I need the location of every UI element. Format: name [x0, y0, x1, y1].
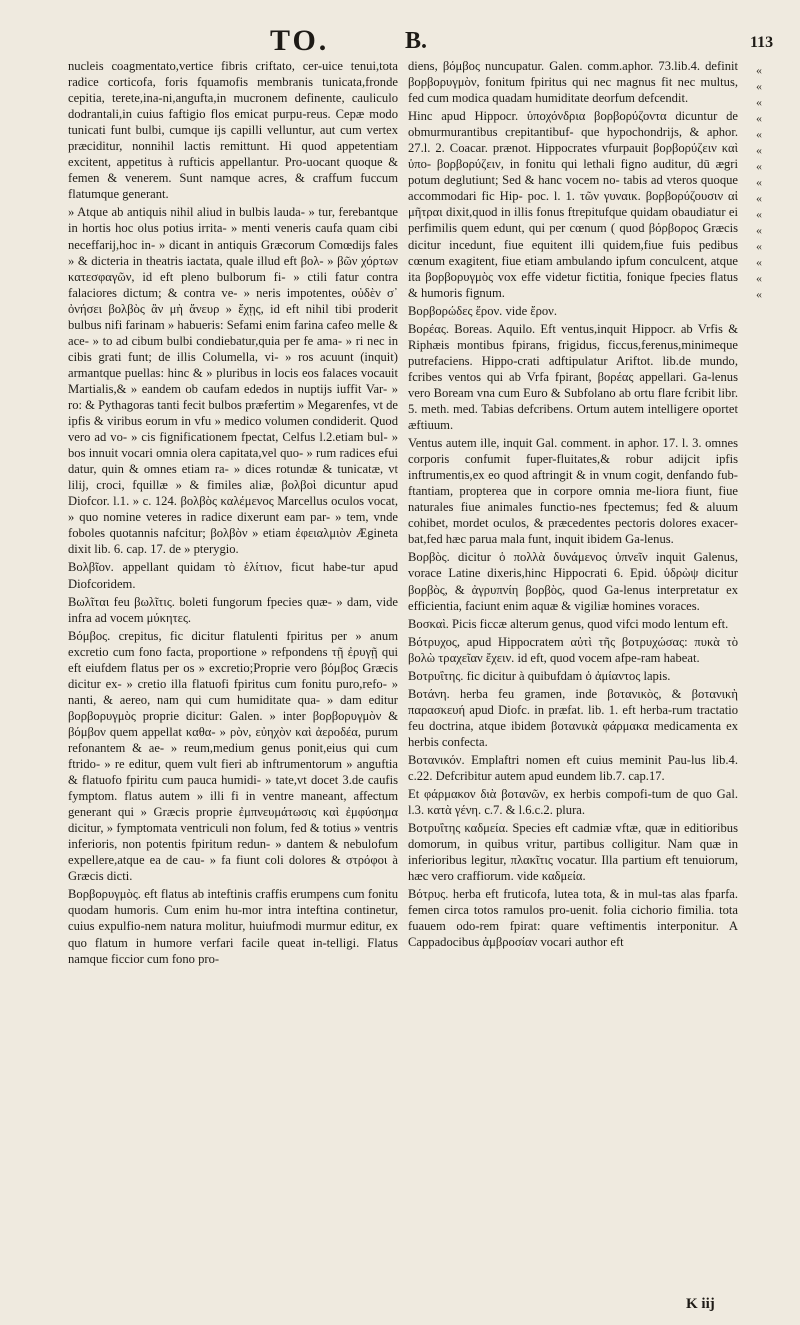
entry-paragraph: Βότρυς. herba eft fruticofa, lutea tota, & in mul-tas alas fparfa. femen circa totos ramulos pro-uenit. folia cichorio fimilia. tota fuauem odo-rem fpirat: quare veftimentis interponitur. A Cappadocibus ἀμβροσίαν vocari author eft: [408, 887, 738, 950]
entry-paragraph: Βοτανικόν. Emplaftri nomen eft cuius meminit Pau-lus lib.4. c.22. Defcribitur autem apud eundem lib.7. cap.17.: [408, 752, 738, 784]
left-column: [68, 58, 398, 1118]
entry-paragraph: Βόμβος. crepitus, fic dicitur flatulenti fpiritus per » anum excretio cum fono facta, proportione » refpondens τῇ ἐρυγῇ qui eft eiufdem flatus per os » excretio;Proprie vero βόμβος Græcis dicitur ex- » cretio illa flatuofi fpiritus cum fonitu puro,refo- » nanti, & aereo, nam qui cum humiditate qua- » dam editur βορβορυγμὸς proprie dicitur: Galen. » inter βορβορυγμὸν & βόμβον quem appellat καθα- » ρὸν, εὐηχὸν καὶ ἀεροδέα, purum refonantem & ae- » reum,medium genus ponit,eius qui cum ftrido- » re editur, quem vult fieri ab inftrumentorum » anguftia & flatuofo fpiritu cum pauca humidi- » tate,vt docet 3.de caufis fymptom. flatus autem » illi fi in ventre maneant, affectum generant qui » Græcis proprie ἐμπνευμάτωσις καὶ ἐμφύσημα dicitur, » fymptomata ventriculi non folum, fed & totius » ventris inferioris, non potentis fpiritum redun- » dantem & nebulofum expellere,atque ea de cau- » fa fiunt coli dolores & στρόφοι à Græcis dicti.: [68, 628, 398, 884]
entry-paragraph: Βοσκαὶ. Picis ficcæ alterum genus, quod vifci modo lentum eft.: [408, 616, 729, 631]
page-header: [0, 22, 800, 58]
entry-paragraph: Βοτρυΐτης καδμεία. Species eft cadmiæ vftæ, quæ in editioribus domorum, in quibus vritur, partibus colligitur. Nam quæ in inferioribus legitur, πλακῖτις vocatur. Illa partium eft tenuiorum, hæc vero craffiorum. vide καδμεία.: [408, 821, 738, 884]
entry-paragraph: nucleis coagmentato,vertice fibris criftato, cer-uice tenui,tota radice corticofa, foris fquamofis membranis tunicata,fronde cepitia, terete,ina-ni,angufta,in mucronem definente, cauliculo dodrantali,in cuius faftigio flos emicat purpu-reus. Cepæ modo tunicati funt bulbi, cumque ijs capilli velluntur, aut cum vertex præciditur, nonnihil lactis remittunt. Hi quod appetentiam excitent, appetitus à rufticis appellantur. Pro-uocant quoque & femen & venerem. Sunt namque acres, & craffum fuccum flatumque generant.: [68, 59, 398, 202]
signature-mark: K iij: [686, 1296, 715, 1312]
right-column: [408, 58, 738, 1268]
entry-paragraph: Βολβῖον. appellant quidam τὸ ἑλίτιον, ficut habe-tur apud Diofcoridem.: [68, 560, 398, 591]
entry-paragraph: Βορβορώδες ἔρον. vide ἔρον.: [408, 303, 558, 318]
running-head-right: B.: [405, 28, 428, 54]
entry-paragraph: Βότρυχος, apud Hippocratem αὐτὶ τῆς βοτρυχώσας: πυκὰ τὸ βολὼ τραχεῖαν ἔχειν. id eft, quod vocem afpe-ram habeat.: [408, 634, 738, 665]
entry-paragraph: » Atque ab antiquis nihil aliud in bulbis lauda- » tur, ferebantque in hortis hoc olus potius irrita- » menti veneris caufa quam cibi neceffarij,hoc in- » dicant in antiquis Græcorum Comœdijs fales » & dicteria in theatris iactata, quale illud eft βολ- » βῶν χόρτων κατεσφαγῶν, id eft pleno bulborum fi- » ctili fatur contra falaciores dictum; & contra ve- » neris impotentes, οὐδὲν σ᾽ ὀνήσει βολβὸς ἂν μὴ ἄνευρ » ἔχῃς, id eft nihil tibi proderit bulbus nifi farinam » habueris: Sefami enim farina cafeo melle & ace- » to ad cibum bulbi condiebatur,quia per fe ama- » ri nec in cibis grati funt; de illis Columella, vi- » ros acuunt (inquit) armantque puellas: hinc & » pluribus in locis eos falaces vocauit Martialis,& » eandem ob caufam ededos in nuptijs iuffit Var- » ro: & Pythagoras tanti fecit bulbos præfertim » Megarenfes, vt de ipfis & viribus eorum in vfu » medico volumen condiderit. Quod vero ad vo- » cis fignificationem fpectat, Celfus l.2.etiam bul- » bos innuit vocari omnia olera capitata,vel quo- » rum radices efui datur, quin & omnes etiam ra- » dices rotundæ & tunicatæ, vt lilij, croci, fquillæ » & fimiles aliæ, βολβοὶ dicuntur apud Diofcor. l.1. » c. 124. βολβὸς καλέμενος Marcellus oculos vocat, » quo nomine veteres in radice dixerunt eam par- » tem, vnde foboles quotannis nafcitur; βολβὸν » etiam ἐφειαλμιὸν Ægineta dixit lib. 6. cap. 17. de » pterygio.: [68, 205, 398, 557]
entry-paragraph: Βοτάνη. herba feu gramen, inde βοτανικὸς, & βοτανικὴ παρασκευή apud Diofc. in præfat. lib. 1. eft herba-rum tractatio feu doctrina, atque ibidem βοτανικὰ φάρμακα medicamenta ex herbis confecta.: [408, 686, 738, 749]
entry-paragraph: diens, βόμβος nuncupatur. Galen. comm.aphor. 73.lib.4. definit βορβορυγμὸν, fonitum fpiritus qui nec magnus fit nec multus, fed cum modica quadam humiditate deorfum defcendit.: [408, 59, 738, 106]
entry-paragraph: Ventus autem ille, inquit Gal. comment. in aphor. 17. l. 3. omnes corporis confumit fuper-fluitates,& robur adijcit ipfis inftrumentis,ex eo quod aftringit & in vnum cogit, denfando fub-ftantiam, propterea que in corpore omnia me-liora fiunt, fiue naturales fiue animales functio-nes fpectemus; fed & aluum cohibet, mordet oculos, & præcedentes pectoris dolores exacer-bat,fed hæc parua mala funt, inquit ibidem Ga-lenus.: [408, 436, 738, 547]
folio-number: 113: [750, 34, 774, 51]
entry-paragraph: Βορβορυγμὸς. eft flatus ab inteftinis craffis erumpens cum fonitu quodam humoris. Cum enim hu-mor intra inteftina continetur, cuius expulfio-nem natura molitur, huiufmodi murmur editur, ex quo flatum in humore verfari facile queat in-telligi. Flatus namque ficcior cum fono pro-: [68, 887, 398, 966]
quotation-margin-marks: « « « « « « « « « « « « « « «: [756, 63, 762, 301]
entry-paragraph: Et φάρμακον διὰ βοτανῶν, ex herbis compofi-tum de quo Gal. l.3. κατὰ γένη. c.7. & l.6.c.2. plura.: [408, 787, 738, 818]
entry-paragraph: Βορέας. Boreas. Aquilo. Eft ventus,inquit Hippocr. ab Vrfis & Riphæis montibus fpirans, frigidus, ficcus,ferenus,minimeque putrefaciens. Hippo-crati adftipulatur Ariftot. lib.de mundo, fcribes ventos qui ab Vrfa fpirant, βορέας appellari. Ga-lenus vero Boream vna cum Euro & Subfolano ab ortu flare fcribit libr. 5. meth. med. Tabias defcribens. Ortum autem intelligere oportet æftiuum.: [408, 321, 738, 433]
entry-paragraph: Βωλῖται feu βωλῖτις. boleti fungorum fpecies quæ- » dam, vide infra ad vocem μύκητες.: [68, 594, 398, 625]
running-head-left: TO.: [270, 24, 330, 57]
entry-paragraph: Βορβὸς. dicitur ὁ πολλὰ δυνάμενος ὑπνεῖν inquit Galenus, vorace Latine dixeris,hinc Hippocrati 6. Epid. ὑδρὼψ dicitur βορβὸς, & ἀγρυπνίη βορβὸς, quod Ga-lenus interpretatur ex efficientia, faciunt enim aquæ & vigiliæ homines voraces.: [408, 550, 738, 613]
entry-paragraph: Hinc apud Hippocr. ὑποχόνδρια βορβορύζοντα dicuntur de obmurmurantibus crepitantibuf- que hypochondrijs, & aphor. 27.l. 2. Coacar. prænot. Hippocrates vfurpauit βορβορύζειν καὶ ὑπο- βορβορύζειν, in fonitu qui lethali figno auditur, dū ægri potum deglutiunt; Sed & hanc vocem no- tabis ad vteros quoque accommodari fic Hip- poc. l. 1. τῶν γυναικ. βορβορύζουσιν αἱ μῆτραι dixit,quod in illis fonus ftrepitufque quidam obaudiatur ei perfimilis quem edunt, qui per cœnum ( quod βόρβορος Græcis dicitur incedunt, fiue equitent illi quidem,fiue fuis pedibus cœnum exagitent, fiue etiam ambulando ipfum conculcent, atque ita βορβορυγμὸς vox effe videtur fictitia, fonique fpecies flatus & humoris fignum.: [408, 109, 738, 300]
entry-paragraph: Βοτρυΐτης. fic dicitur à quibufdam ὁ ἀμίαντος lapis.: [408, 668, 671, 683]
